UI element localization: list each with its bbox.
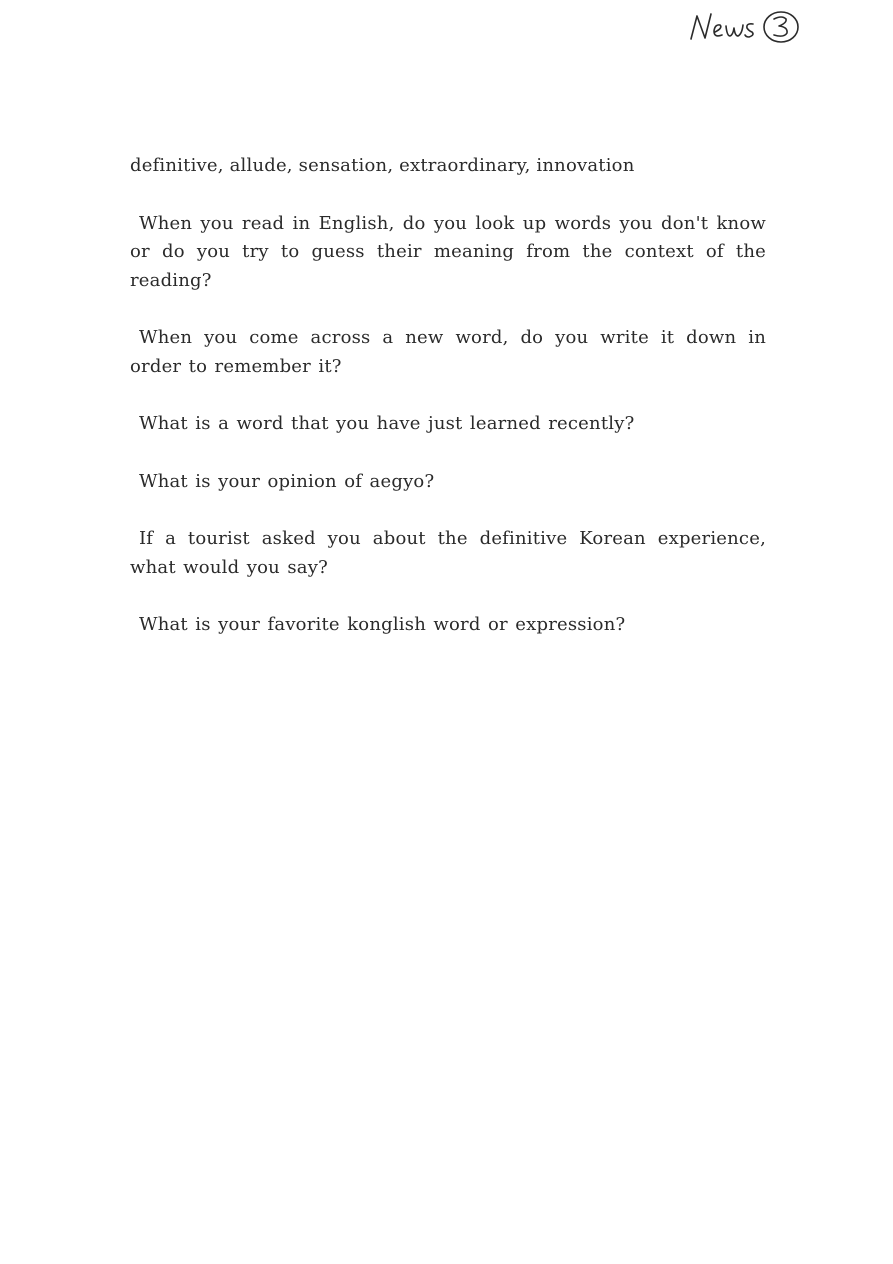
question-6: What is your favorite konglish word or expression? (139, 614, 626, 635)
vocabulary-list: definitive, allude, sensation, extraordinary, innovation (130, 155, 635, 176)
document-content (130, 152, 766, 669)
question-1: When you read in English, do you look up words you don't know or do you try to guess their meaning from the context of the reading? (130, 212, 766, 291)
handwritten-news-3-image (685, 6, 815, 50)
question-5: If a tourist asked you about the definitive Korean experience, what would you say? (130, 528, 766, 578)
question-3: What is a word that you have just learned recently? (139, 413, 635, 434)
question-4: What is your opinion of aegyo? (139, 470, 435, 492)
question-2: When you come across a new word, do you write it down in order to remember it? (130, 327, 766, 377)
handwritten-news-3-note (685, 6, 815, 50)
